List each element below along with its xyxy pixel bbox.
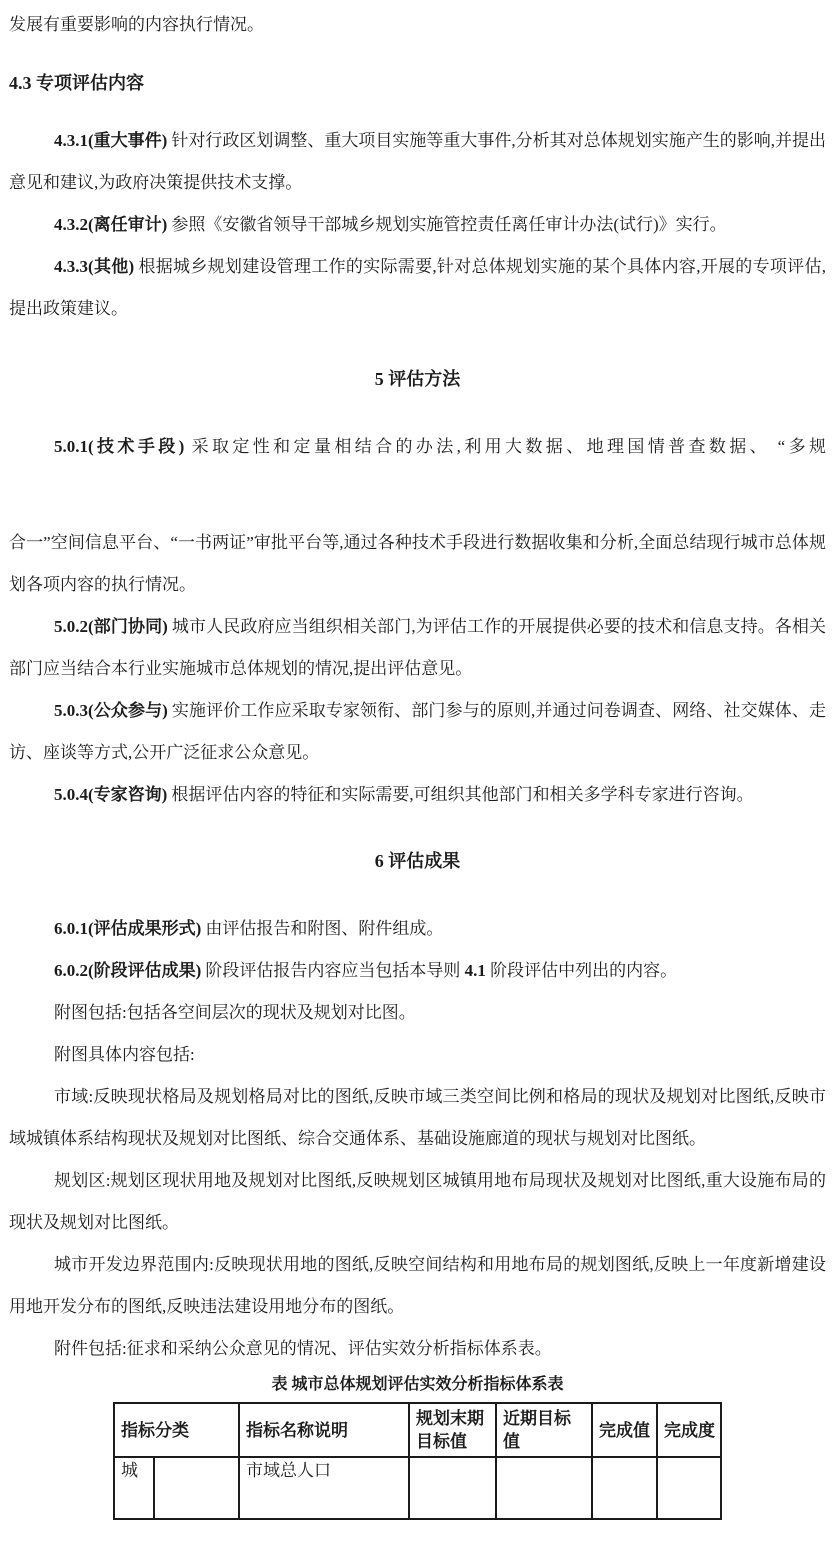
clause-5-0-3 xyxy=(9,690,826,774)
row1-plan-end-target xyxy=(409,1457,496,1519)
indicator-table-title: 表 城市总体规划评估实效分析指标体系表 xyxy=(271,1376,564,1393)
row1-completed-value xyxy=(592,1457,657,1519)
header-plan-end-target: 规划末期目标值 xyxy=(409,1403,496,1457)
table-row xyxy=(114,1457,721,1519)
header-completion-rate: 完成度 xyxy=(657,1403,721,1457)
clause-4-3-3-label: 4.3.3(其他) xyxy=(54,257,135,276)
clause-5-0-2-text: 城市人民政府应当组织相关部门,为评估工作的开展提供必要的技术和信息支持。各相关部门应当结合本行业实施城市总体规划的情况,提出评估意见。 xyxy=(9,617,826,678)
clause-6-0-1-text: 由评估报告和附图、附件组成。 xyxy=(205,919,444,938)
row1-category: 城 xyxy=(114,1457,154,1519)
clause-4-3-1 xyxy=(9,120,826,204)
header-category: 指标分类 xyxy=(114,1403,239,1457)
clause-5-0-1-line1 xyxy=(9,426,826,468)
intro-continuation-line: 发展有重要影响的内容执行情况。 xyxy=(9,15,264,34)
heading-6: 6 评估成果 xyxy=(374,851,461,871)
row1-near-term-target xyxy=(496,1457,592,1519)
figures-detail-intro: 附图具体内容包括: xyxy=(54,1045,195,1064)
clause-5-0-1-text: 采取定性和定量相结合的办法,利用大数据、地理国情普查数据、 “多规 xyxy=(188,437,826,456)
clause-6-0-1 xyxy=(9,908,826,950)
clause-4-3-2-text: 参照《安徽省领导干部城乡规划实施管控责任离任审计办法(试行)》实行。 xyxy=(171,215,727,234)
header-indicator-name: 指标名称说明 xyxy=(239,1403,409,1457)
clause-5-0-2 xyxy=(9,606,826,690)
clause-6-0-2-pre: 阶段评估报告内容应当包括本导则 xyxy=(205,961,465,980)
urban-boundary-figures: 城市开发边界范围内:反映现状用地的图纸,反映空间结构和用地布局的规划图纸,反映上一年度新增建设用地开发分布的图纸,反映违法建设用地分布的图纸。 xyxy=(9,1255,826,1316)
clause-4-3-3 xyxy=(9,246,826,330)
clause-5-0-3-label: 5.0.3(公众参与) xyxy=(54,701,168,720)
clause-5-0-1-continuation: 合一”空间信息平台、“一书两证”审批平台等,通过各种技术手段进行数据收集和分析,全面总结现行城市总体规划各项内容的执行情况。 xyxy=(9,533,826,594)
clause-4-3-2-label: 4.3.2(离任审计) xyxy=(54,215,168,234)
clause-5-0-4-text: 根据评估内容的特征和实际需要,可组织其他部门和相关多学科专家进行咨询。 xyxy=(171,785,754,804)
row1-indicator-name: 市域总人口 xyxy=(239,1457,409,1519)
clause-5-0-3-text: 实施评价工作应采取专家领衔、部门参与的原则,并通过问卷调查、网络、社交媒体、走访、座谈等方式,公开广泛征求公众意见。 xyxy=(9,701,826,762)
section-reference-4-1: 4.1 xyxy=(464,961,486,980)
row1-completion-rate xyxy=(657,1457,721,1519)
city-region-figures: 市域:反映现状格局及规划格局对比的图纸,反映市域三类空间比例和格局的现状及规划对比图纸,反映市域城镇体系结构现状及规划对比图纸、综合交通体系、基础设施廊道的现状与规划对比图纸。 xyxy=(9,1087,826,1148)
clause-4-3-1-label: 4.3.1(重大事件) xyxy=(54,131,168,150)
clause-6-0-2 xyxy=(9,950,826,992)
clause-5-0-2-label: 5.0.2(部门协同) xyxy=(54,617,168,636)
attachments-line: 附件包括:征求和采纳公众意见的情况、评估实效分析指标体系表。 xyxy=(54,1339,552,1358)
header-completed-value: 完成值 xyxy=(592,1403,657,1457)
planning-area-figures: 规划区:规划区现状用地及规划对比图纸,反映规划区城镇用地布局现状及规划对比图纸,重大设施布局的现状及规划对比图纸。 xyxy=(9,1171,826,1232)
clause-6-0-2-label: 6.0.2(阶段评估成果) xyxy=(54,961,202,980)
clause-4-3-3-text: 根据城乡规划建设管理工作的实际需要,针对总体规划实施的某个具体内容,开展的专项评估,提出政策建议。 xyxy=(9,257,826,318)
indicator-table-header-row xyxy=(114,1403,721,1457)
clause-5-0-4-label: 5.0.4(专家咨询) xyxy=(54,785,168,804)
row1-subcategory xyxy=(154,1457,239,1519)
figures-intro: 附图包括:包括各空间层次的现状及规划对比图。 xyxy=(54,1003,416,1022)
heading-4-3: 4.3 专项评估内容 xyxy=(9,73,144,93)
heading-5: 5 评估方法 xyxy=(374,369,461,389)
clause-4-3-1-text: 针对行政区划调整、重大项目实施等重大事件,分析其对总体规划实施产生的影响,并提出意见和建议,为政府决策提供技术支撑。 xyxy=(9,131,826,192)
clause-6-0-1-label: 6.0.1(评估成果形式) xyxy=(54,919,202,938)
clause-5-0-4 xyxy=(9,774,826,816)
header-near-term-target: 近期目标值 xyxy=(496,1403,592,1457)
clause-5-0-1-label: 5.0.1(技术手段) xyxy=(54,437,185,456)
clause-4-3-2 xyxy=(9,204,826,246)
clause-6-0-2-post: 阶段评估中列出的内容。 xyxy=(485,961,678,980)
indicator-table xyxy=(113,1402,722,1520)
